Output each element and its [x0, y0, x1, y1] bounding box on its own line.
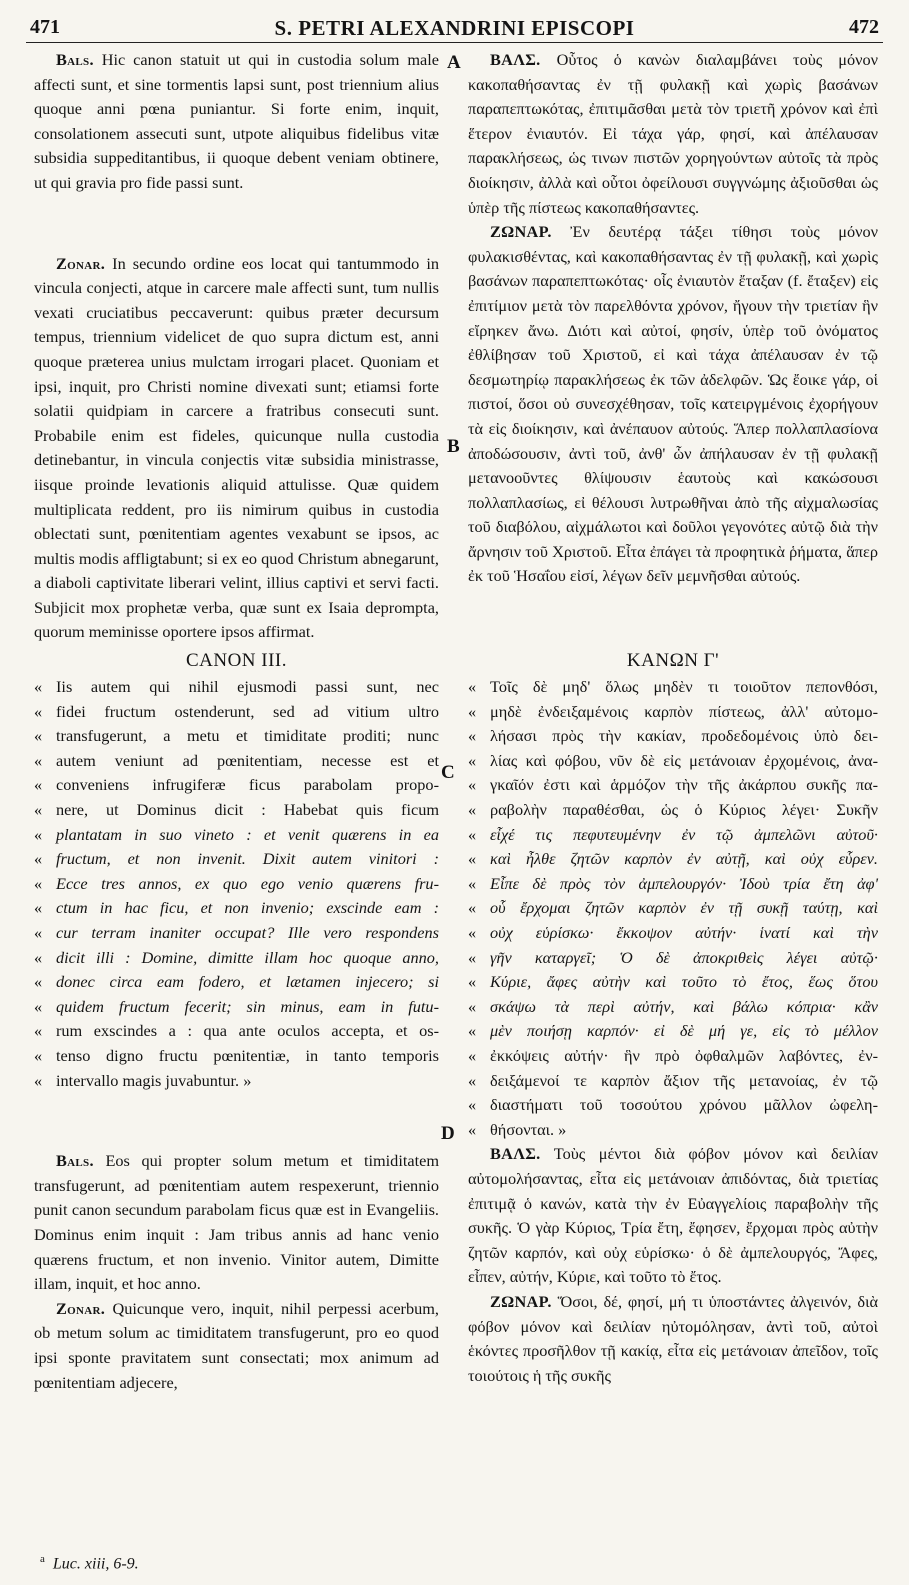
quote-mark: «: [468, 1119, 477, 1139]
canon-line: [34, 872, 439, 897]
canon-line-text: διαστήματι τοῦ τοσούτου χρόνου μᾶλλον ὠφελη-: [490, 1095, 878, 1115]
quote-mark: «: [34, 923, 43, 942]
canon-line: [34, 847, 439, 872]
quote-mark: «: [34, 726, 43, 746]
canon-line: [468, 847, 878, 872]
running-title: S. PETRI ALEXANDRINI EPISCOPI: [274, 16, 635, 40]
quote-mark: «: [468, 996, 477, 1016]
canon-line-text: quidem fructum fecerit; sin minus, eam in futu-: [56, 996, 439, 1016]
canon-line-text: γκαῖόν ἐστι καὶ ἁρμόζον τὴν τῆς ἀκάρπου συκῆς πα-: [490, 775, 878, 795]
canon-line-text: tenso digno fructu pœnitentiæ, in tanto temporis: [56, 1045, 439, 1065]
footnote-mark: a: [40, 1553, 45, 1565]
commentary-text: Ἐν δευτέρᾳ τάξει τίθησι τοὺς μόνον φυλακισθέντας, καὶ κακοπαθήσαντας ἐν τῇ φυλακῇ, καὶ χωρὶς βασάνων παραπεπτωκότας· οἷς ἐνιαυτὸν ἔταξαν (f. ἔταξεν) εἰς ἐπιτίμιον μετὰ τὸν παρελθόντα χρόνον, ἤγουν τὴν τριετίαν ἣν εἴρηκεν ἄνω. Διότι καὶ αὐτοί, φησίν, ὑπὲρ τοῦ ὀνόματος ἐθλίβησαν τοῦ Χριστοῦ, εἰ καὶ τάχα ἀπέλαυσαν ἐν τῷ δεσμωτηρίῳ παρακλήσεως ἐκ τῶν ἀδελφῶν. Ὡς ἔοικε γάρ, οἱ πιστοί, ὅσοι οὐ συνεσχέθησαν, τοῖς κατειργμένοις ἐχορήγουν τὰ εἰς διοίκησιν, καὶ ἀνέπαυον αὐτούς. Ἅπερ πολλαπλασίονα ἀποδώσουσιν, ἀντὶ τοῦ, ἀνθ' ὧν ἀπήλαυσαν ἐν τῇ φυλακῇ μετανοοῦντες θλίψουσιν ἑαυτοὺς καὶ κακώσουσι πολλαπλασίως, εἰ θέλουσι λυτρωθῆναι ἀπὸ τῆς αἰχμαλωσίας τοῦ διαβόλου, αἰχμάλωτοι καὶ δοῦλοι γεγονότες αὐτῷ διὰ τὴν ἄρνησιν τοῦ Χριστοῦ. Εἶτα ἐπάγει τὰ προφητικὰ ῥήματα, ἅπερ ἐκ τοῦ Ἡσαΐου εἰσί, λέγων δεῖν μεμνῆσθαι αὐτούς.: [468, 222, 878, 586]
canon-line-text: nere, ut Dominus dicit : Habebat quis ficum: [56, 800, 439, 820]
canon-line-text: autem veniunt ad pœnitentiam, necesse est et: [56, 750, 439, 770]
canon-text: [34, 675, 439, 1093]
canon-line: [468, 1069, 878, 1094]
canon-line-text: transfugerunt, a metu et timiditate proditi; nunc: [56, 726, 439, 746]
canon-line-text: intervallo magis juvabuntur. »: [56, 1070, 252, 1090]
canon-line-text: δειξάμενοί τε καρπὸν ἄξιον τῆς μετανοίας, ἐν τῷ: [490, 1070, 878, 1090]
canon-line: [34, 798, 439, 823]
commentary-text: In secundo ordine eos locat qui tantummodo in vincula conjecti, atque in carcere male affecti sunt, tum nullis vexati cruciatibus peccaverunt: quibus præter decursum tempus, triennium videlicet de quo supra dictum est, anni quoque præterea unius mulctam irrogari placet. Quoniam et ipsi, inquit, pro Christi nomine divexati sunt; etiamsi forte solatii quidpiam in carcere a fratribus consecuti sunt. Probabile enim est fideles, quicunque nulla custodia detinebantur, in vincula conjectis vitæ subsidia ministrasse, iisque proinde levationis aliquid attulisse. Quæ quidem multiplicata reddent, pro iis nimirum quibus in custodia oblectati sunt, pœnitentiam agentes vexabunt se ipsos, ac multis modis affligtabunt; si ex eo quod Christum abnegarunt, a diaboli captivitate liberari velint, illius captivi et servi facti. Subjicit mox prophetæ verba, quæ sunt ex Isaia deprompta, quorum meminisse oportere ipsos affirmat.: [34, 253, 439, 642]
quote-mark: «: [468, 873, 477, 893]
zonaras-commentary-1: [34, 252, 439, 646]
canon-line-text: conveniens infrugiferæ ficus parabolam propo-: [56, 775, 439, 795]
canon-line: [34, 995, 439, 1020]
quote-mark: «: [34, 947, 43, 967]
quote-mark: «: [468, 726, 477, 746]
canon-line: [34, 1044, 439, 1069]
canon-line: [468, 921, 878, 946]
quote-mark: «: [468, 1095, 477, 1115]
quote-mark: «: [34, 800, 43, 820]
canon-line: [34, 1069, 439, 1094]
quote-mark: «: [34, 972, 43, 992]
quote-mark: «: [468, 972, 477, 992]
canon-line-text: ctum in hac ficu, et non invenio; exscinde eam :: [56, 898, 439, 918]
commentary-text: Hic canon statuit ut qui in custodia solum male affecti sunt, et sine tormentis lapsi sunt, post triennium alius quoque anni pœna puniantur. Si forte enim, inquit, consolationem assecuti sunt, utpote aliquibus fidelibus vitæ subsidia suppeditantibus, ii quoque debent veniam obtinere, ut qui gravia pro fide passi sunt.: [34, 50, 439, 192]
canon-line-text: fidei fructum ostenderunt, sed ad vitium ultro: [56, 701, 439, 721]
quote-mark: «: [468, 898, 477, 918]
canon-line-text: λίας καὶ φόβου, νῦν δὲ εἰς μετάνοιαν ἐρχομένοις, ἀνα-: [490, 750, 878, 770]
quote-mark: «: [34, 1070, 43, 1090]
canon-line: [34, 823, 439, 848]
canon-line-text: μὲν ποιήσῃ καρπόν· εἰ δὲ μή γε, εἰς τὸ μέλλον: [490, 1021, 878, 1041]
canon-line-text: σκάψω τὰ περὶ αὐτήν, καὶ βάλω κόπρια· κἂν: [490, 996, 878, 1016]
canon-line-text: Κύριε, ἄφες αὐτὴν καὶ τοῦτο τὸ ἔτος, ἕως ὅτου: [490, 972, 878, 992]
canon-line-text: Εἶπε δὲ πρὸς τὸν ἀμπελουργόν· Ἰδοὺ τρία ἔτη ἀφ': [490, 873, 878, 893]
canon-line-text: donec circa eam fodero, et lætamen injecero; si: [56, 972, 439, 992]
canon-line-text: λήσασι πρὸς τὴν κακίαν, προδεδομένοις ὑπὸ δει-: [490, 726, 878, 746]
canon-line: [34, 896, 439, 921]
commentary-text: Οὗτος ὁ κανὼν διαλαμβάνει τοὺς μόνον κακοπαθήσαντας ἐν τῇ φυλακῇ καὶ χωρὶς βασάνων παραπεπτωκότας, ἐπιτιμᾶσθαι μετὰ τὸν τριετῆ χρόνον καὶ ἐπὶ ἕτερον ἐνιαυτόν. Εἰ τάχα γάρ, φησί, καὶ ἀπέλαυσαν παρακλήσεως, ὡς τινων πιστῶν χορηγούντων αὐτοῖς τὰ πρὸς διοίκησιν, ἀλλὰ καὶ οὗτοι ὀφείλουσι συγγνώμης ἀξιοῦσθαι ὡς ὑπὲρ τῆς πίστεως κακοπαθήσαντες.: [468, 50, 878, 217]
canon-line: [468, 724, 878, 749]
canon-line: [468, 1019, 878, 1044]
canon-line-text: γῆν καταργεῖ; Ὁ δὲ ἀποκριθεὶς λέγει αὐτῷ·: [490, 947, 878, 967]
canon-line: [468, 798, 878, 823]
commentator-label: Zonar.: [56, 253, 106, 273]
greek-column: [468, 48, 878, 1388]
quote-mark: «: [34, 1021, 43, 1041]
quote-mark: «: [468, 677, 477, 697]
page-number-left: 471: [30, 16, 60, 38]
canon-line: [468, 946, 878, 971]
quote-mark: «: [34, 849, 43, 869]
quote-mark: «: [34, 1045, 43, 1065]
canon-line: [34, 773, 439, 798]
canon-heading-greek: ΚΑΝΩΝ Γ': [626, 650, 720, 672]
canon-line: [34, 921, 439, 946]
canon-line: [468, 896, 878, 921]
canon-line-text: μηδὲ ἐνδειξαμένοις καρπὸν πίστεως, ἀλλ' αὐτομο-: [490, 701, 878, 721]
footnote-text: Luc. xiii, 6-9.: [52, 1555, 139, 1573]
commentator-label: ΒΑΛΣ.: [490, 1144, 541, 1164]
quote-mark: «: [468, 1045, 477, 1065]
canon-line: [468, 773, 878, 798]
quote-mark: «: [468, 947, 477, 967]
canon-line: [34, 970, 439, 995]
quote-mark: «: [34, 701, 43, 721]
canon-heading: CANON III.: [185, 650, 288, 672]
canon-line-text: θήσονται. »: [490, 1119, 567, 1139]
commentary-text: Τοὺς μέντοι διὰ φόβον μόνον καὶ δειλίαν αὐτομολήσαντας, εἶτα εἰς μετάνοιαν ἀπιδόντας, διὰ τριετίας ἐπιτιμᾷ ὁ κανών, κατὰ τὴν ἐν Εὐαγγελίοις παραβολὴν τῆς συκῆς. Ὁ γὰρ Κύριος, Τρία ἔτη, ἔφησεν, ἔρχομαι πρὸς αὐτὴν ζητῶν καρπόν, καὶ οὐχ εὑρίσκω· ὁ δὲ ἀμπελουργός, Ἄφες, εἶπεν, αὐτήν, Κύριε, καὶ τοῦτο τὸ ἔτος.: [468, 1144, 878, 1287]
margin-letter-d: D: [441, 1123, 455, 1144]
quote-mark: «: [468, 750, 477, 770]
canon-line: [34, 700, 439, 725]
quote-mark: «: [34, 750, 43, 770]
canon-line: [468, 872, 878, 897]
canon-text-greek: [468, 675, 878, 1142]
commentator-label: ΒΑΛΣ.: [490, 50, 541, 69]
canon-line-text: οὗ ἔρχομαι ζητῶν καρπὸν ἐν τῇ συκῇ ταύτῃ, καὶ: [490, 898, 878, 918]
quote-mark: «: [468, 775, 477, 795]
balsamon-commentary-2-greek: [468, 1142, 878, 1290]
page-number-right: 472: [849, 16, 879, 38]
quote-mark: «: [34, 898, 43, 918]
commentary-text: Ὅσοι, δέ, φησί, μή τι ὑποστάντες ἀλγεινόν, διὰ φόβον μόνον καὶ δειλίαν ηὐτομόλησαν, ἀντὶ τοῦ, αὐτοὶ ἑκόντες προσῆλθον τῇ κακίᾳ, εἶτα εἰς μετάνοιαν ἀπεῖδον, τοῖς τοιούτοις ἡ τῆς συκῆς: [468, 1291, 878, 1385]
quote-mark: «: [34, 677, 43, 697]
commentator-label: ΖΩΝΑΡ.: [490, 1291, 552, 1311]
canon-line-text: rum exscindes a : qua ante oculos accepta, et os-: [56, 1021, 439, 1041]
canon-line-text: dicit illi : Domine, dimitte illam hoc quoque anno,: [56, 947, 439, 967]
canon-line: [34, 1019, 439, 1044]
running-header: [26, 12, 883, 43]
quote-mark: «: [468, 849, 477, 869]
canon-line: [468, 995, 878, 1020]
canon-line-text: plantatam in suo vineto : et venit quærens in ea: [56, 824, 439, 844]
latin-column: [34, 48, 439, 1395]
canon-line: [468, 675, 878, 700]
quote-mark: «: [34, 824, 43, 844]
canon-line-text: ραβολὴν παραθέσθαι, ὡς ὁ Κύριος λέγει· Συκῆν: [490, 800, 878, 820]
canon-line: [468, 749, 878, 774]
quote-mark: «: [468, 800, 477, 820]
canon-line-text: Iis autem qui nihil ejusmodi passi sunt, nec: [56, 677, 439, 697]
canon-line-text: ἐκκόψεις αὐτήν· ἣν πρὸ ὀφθαλμῶν λαβόντες, ἐν-: [490, 1045, 878, 1065]
quote-mark: «: [468, 1021, 477, 1041]
quote-mark: «: [468, 923, 477, 942]
commentator-label: Bals.: [56, 1151, 94, 1171]
canon-line-text: οὐχ εὑρίσκω· ἔκκοψον αὐτήν· ἱνατί καὶ τὴν: [490, 923, 878, 942]
canon-line: [468, 1044, 878, 1069]
balsamon-commentary-1: [34, 48, 439, 196]
canon-line: [34, 749, 439, 774]
canon-line: [468, 970, 878, 995]
margin-letter-c: C: [441, 762, 455, 783]
quote-mark: «: [34, 996, 43, 1016]
canon-line-text: εἶχέ τις πεφυτευμένην ἐν τῷ ἀμπελῶνι αὐτοῦ·: [490, 824, 878, 844]
quote-mark: «: [34, 873, 43, 893]
footnote: [40, 1553, 139, 1573]
canon-line: [468, 700, 878, 725]
margin-letter-a: A: [447, 52, 461, 73]
commentary-text: Quicunque vero, inquit, nihil perpessi acerbum, ob metum solum ac timiditatem transfugerunt, pro eo quod ipsi sponte pravitatem sunt consectati; mox animum ad pœnitentiam adjecere,: [34, 1298, 439, 1392]
quote-mark: «: [34, 775, 43, 795]
canon-line-text: Ecce tres annos, ex quo ego venio quærens fru-: [56, 873, 439, 893]
zonaras-commentary-1-greek: [468, 220, 878, 589]
canon-line: [468, 1118, 878, 1143]
canon-line-text: cur terram inaniter occupat? Ille vero respondens: [56, 923, 439, 942]
canon-line-text: Τοῖς δὲ μηδ' ὅλως μηδὲν τι τοιοῦτον πεπονθόσι,: [490, 677, 878, 697]
commentator-label: Zonar.: [56, 1298, 106, 1318]
balsamon-commentary-2: [34, 1149, 439, 1297]
canon-line: [34, 946, 439, 971]
commentator-label: ΖΩΝΑΡ.: [490, 222, 552, 242]
canon-line: [468, 1093, 878, 1118]
quote-mark: «: [468, 1070, 477, 1090]
zonaras-commentary-2: [34, 1297, 439, 1395]
quote-mark: «: [468, 701, 477, 721]
canon-line: [468, 823, 878, 848]
commentator-label: Bals.: [56, 50, 94, 69]
zonaras-commentary-2-greek: [468, 1290, 878, 1388]
canon-line: [34, 675, 439, 700]
quote-mark: «: [468, 824, 477, 844]
canon-line: [34, 724, 439, 749]
canon-line-text: fructum, et non invenit. Dixit autem vinitori :: [56, 849, 439, 869]
margin-letter-b: B: [447, 436, 460, 457]
canon-line-text: καὶ ἦλθε ζητῶν καρπὸν ἐν αὐτῇ, καὶ οὐχ εὗρεν.: [490, 849, 878, 869]
commentary-text: Eos qui propter solum metum et timiditatem transfugerunt, ad pœnitentiam autem respexerunt, triennio punit canon secundum parabolam ficus quæ est in Evangeliis. Dominus enim inquit : Jam tribus annis ad hanc venio quærens fructum, et non invenio. Vinitor autem, Dimitte illam, inquit, et hoc anno.: [34, 1151, 440, 1294]
balsamon-commentary-1-greek: [468, 48, 878, 220]
